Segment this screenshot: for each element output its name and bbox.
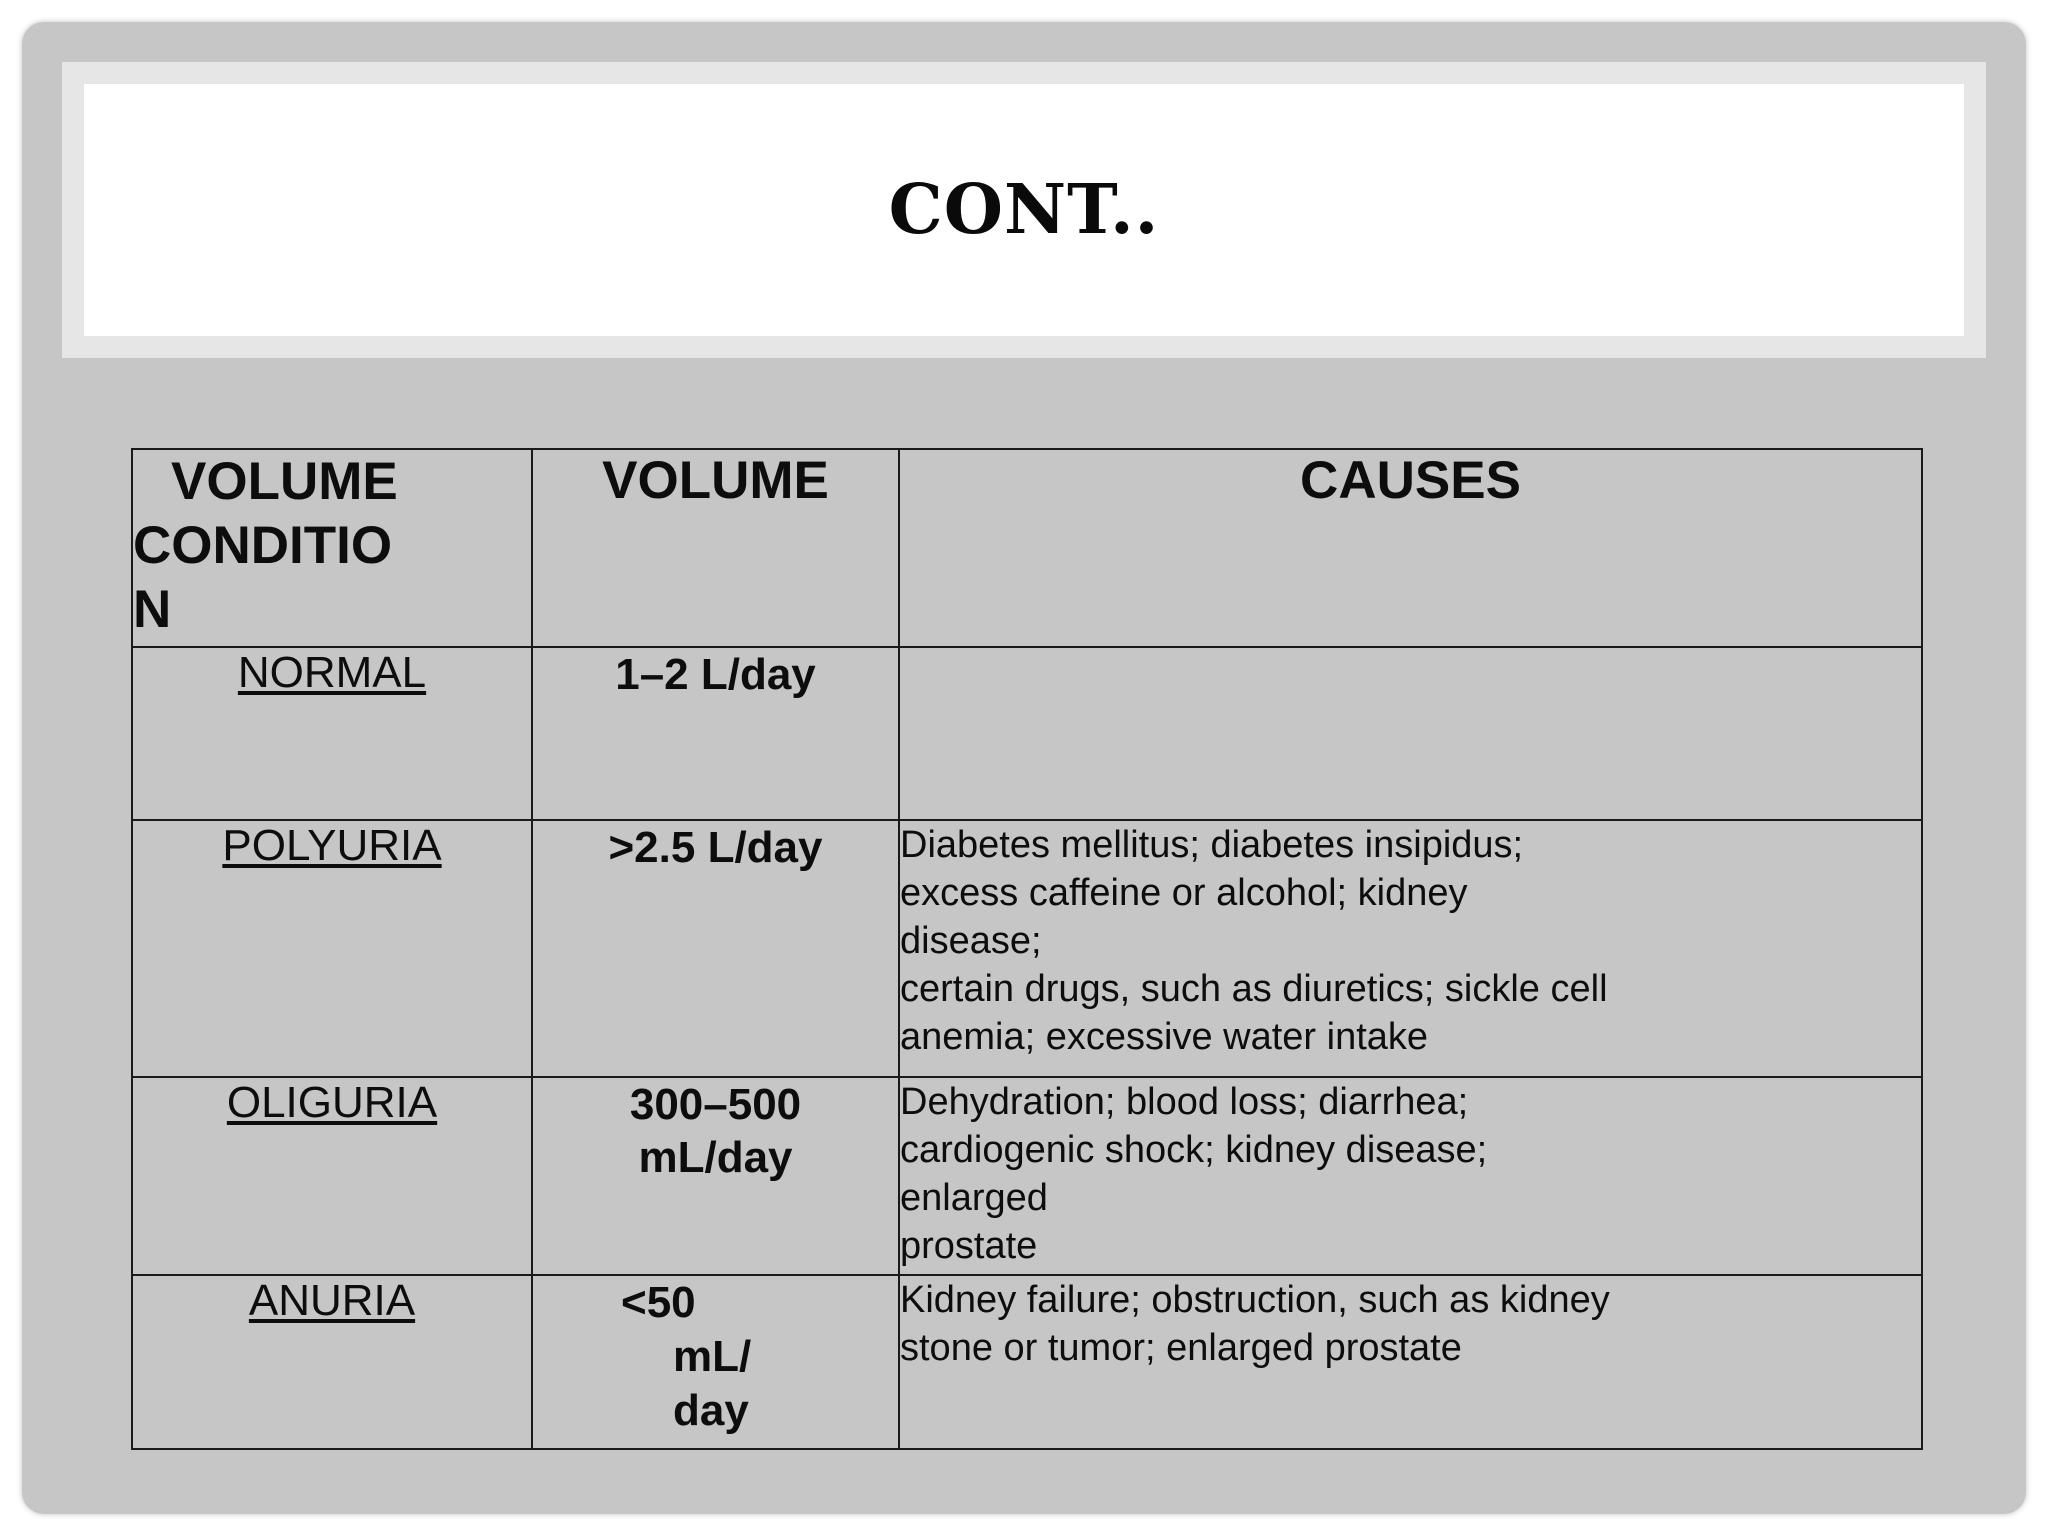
volume-line: 300–500 (629, 1080, 802, 1129)
table-header-row (132, 449, 1922, 647)
causes-cell (899, 820, 1922, 1077)
title-frame (62, 62, 1986, 358)
causes-line: certain drugs, such as diuretics; sickle cell (900, 968, 1608, 1010)
causes-line: excess caffeine or alcohol; kidney (900, 872, 1468, 914)
header-condition-line: N (133, 580, 172, 639)
causes-line: enlarged (900, 1177, 1048, 1219)
title-box (84, 84, 1964, 336)
volume-cell (532, 1275, 899, 1449)
table-row (132, 1275, 1922, 1449)
volume-line: mL/ (673, 1332, 752, 1381)
volume-line: <50 (621, 1278, 696, 1327)
volume-line: >2.5 L/day (608, 823, 823, 872)
causes-cell (899, 1077, 1922, 1275)
causes-line: stone or tumor; enlarged prostate (900, 1327, 1462, 1369)
urine-volume-table (131, 448, 1923, 1450)
condition-cell: ANURIA (132, 1275, 532, 1449)
condition-cell: NORMAL (132, 647, 532, 820)
slide-title: CONT.. (888, 170, 1160, 250)
volume-cell (532, 1077, 899, 1275)
header-condition-line: CONDITIO (133, 516, 393, 575)
causes-line: anemia; excessive water intake (900, 1016, 1429, 1058)
causes-cell (899, 1275, 1922, 1449)
volume-cell (532, 647, 899, 820)
table-row (132, 647, 1922, 820)
header-causes: CAUSES (899, 449, 1922, 647)
condition-cell: POLYURIA (132, 820, 532, 1077)
header-condition-line: VOLUME (171, 452, 398, 511)
causes-line: prostate (900, 1225, 1038, 1267)
volume-line: day (673, 1386, 749, 1435)
volume-line: mL/day (638, 1133, 793, 1182)
table-row (132, 820, 1922, 1077)
volume-line: 1–2 L/day (615, 650, 816, 699)
causes-line: disease; (900, 920, 1042, 962)
causes-line: Kidney failure; obstruction, such as kidney (900, 1279, 1610, 1321)
causes-line: Diabetes mellitus; diabetes insipidus; (900, 824, 1524, 866)
causes-line: cardiogenic shock; kidney disease; (900, 1129, 1488, 1171)
condition-cell: OLIGURIA (132, 1077, 532, 1275)
header-volume-condition (132, 449, 532, 647)
causes-cell (899, 647, 1922, 820)
table-row (132, 1077, 1922, 1275)
header-volume: VOLUME (532, 449, 899, 647)
volume-cell (532, 820, 899, 1077)
causes-line: Dehydration; blood loss; diarrhea; (900, 1081, 1469, 1123)
